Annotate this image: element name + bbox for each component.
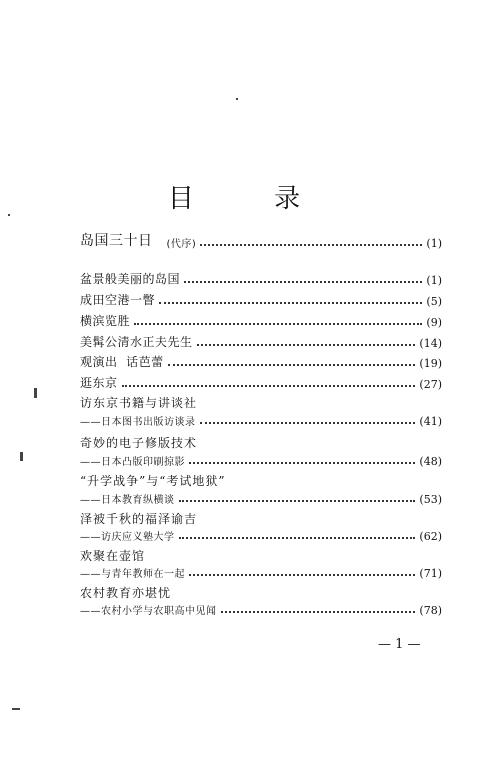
leader-dots: [134, 323, 422, 325]
subentry-page: (48): [419, 455, 442, 468]
scan-speck: [34, 388, 37, 398]
subentry-label: ——日本凸版印刷掠影: [80, 457, 185, 468]
entry-label: 盆景般美丽的岛国: [80, 272, 181, 286]
toc-subentry: [80, 491, 442, 506]
scan-speck: [20, 452, 23, 461]
subentry-label: ——农村小学与农职高中见闻: [80, 606, 217, 617]
leader-dots: [122, 385, 416, 387]
scan-speck: [236, 98, 238, 100]
subentry-page: (41): [419, 415, 442, 428]
toc-entry: [80, 374, 442, 391]
group-heading: 奇妙的电子修版技术: [80, 436, 198, 450]
toc-subentry: [80, 528, 442, 543]
entry-page: (1): [426, 274, 442, 287]
entry-label: 观演出 话芭蕾: [80, 355, 164, 369]
entry-label: 逛东京: [80, 376, 118, 390]
toc-subentry: [80, 453, 442, 468]
toc-entry: [80, 270, 442, 287]
entry-label: 成田空港一瞥: [80, 293, 156, 307]
leader-dots: [197, 344, 416, 346]
leader-dots: [200, 244, 422, 246]
toc-entry: [80, 353, 442, 370]
group-heading: 泽被千秋的福泽谕吉: [80, 512, 198, 526]
toc-entry: [80, 312, 442, 329]
scan-speck: [8, 214, 10, 216]
leader-dots: [200, 422, 416, 424]
lead-entry-note: (代序): [166, 239, 197, 250]
lead-entry-page: (1): [426, 237, 442, 250]
group-heading: 访东京书籍与讲谈社: [80, 396, 198, 410]
group-heading: “升学战争”与“考试地狱”: [80, 474, 226, 488]
subentry-label: ——日本教育纵横谈: [80, 495, 175, 506]
leader-dots: [179, 500, 416, 502]
subentry-page: (78): [419, 604, 442, 617]
subentry-page: (53): [419, 493, 442, 506]
leader-dots: [221, 611, 416, 613]
entry-page: (14): [419, 337, 442, 350]
lead-entry-label: 岛国三十日: [80, 233, 153, 249]
leader-dots: [168, 364, 416, 366]
leader-dots: [189, 574, 415, 576]
group-heading: 欢聚在壶馆: [80, 549, 146, 563]
entry-page: (9): [426, 316, 442, 329]
subentry-page: (71): [419, 567, 442, 580]
subentry-page: (62): [419, 530, 442, 543]
subentry-label: ——日本图书出版访谈录: [80, 417, 196, 428]
subentry-label: ——访庆应义塾大学: [80, 532, 175, 543]
leader-dots: [159, 302, 422, 304]
leader-dots: [184, 281, 422, 283]
toc-subentry: [80, 413, 442, 428]
scan-speck: [12, 708, 20, 710]
entry-page: (19): [419, 357, 442, 370]
page-number: — 1 —: [378, 637, 421, 652]
toc-subentry: [80, 565, 442, 580]
leader-dots: [189, 462, 415, 464]
entry-page: (27): [419, 378, 442, 391]
leader-dots: [179, 537, 416, 539]
toc-entry: [80, 333, 442, 350]
lead-entry: [80, 230, 442, 250]
subentry-label: ——与青年教师在一起: [80, 569, 185, 580]
entry-label: 横滨览胜: [80, 314, 131, 328]
page-title: 目 录: [167, 184, 337, 214]
toc-subentry: [80, 602, 442, 617]
entry-label: 美髯公清水正夫先生: [80, 335, 193, 349]
toc-entry: [80, 291, 442, 308]
entry-page: (5): [426, 295, 442, 308]
group-heading: 农村教育亦堪忧: [80, 586, 172, 600]
